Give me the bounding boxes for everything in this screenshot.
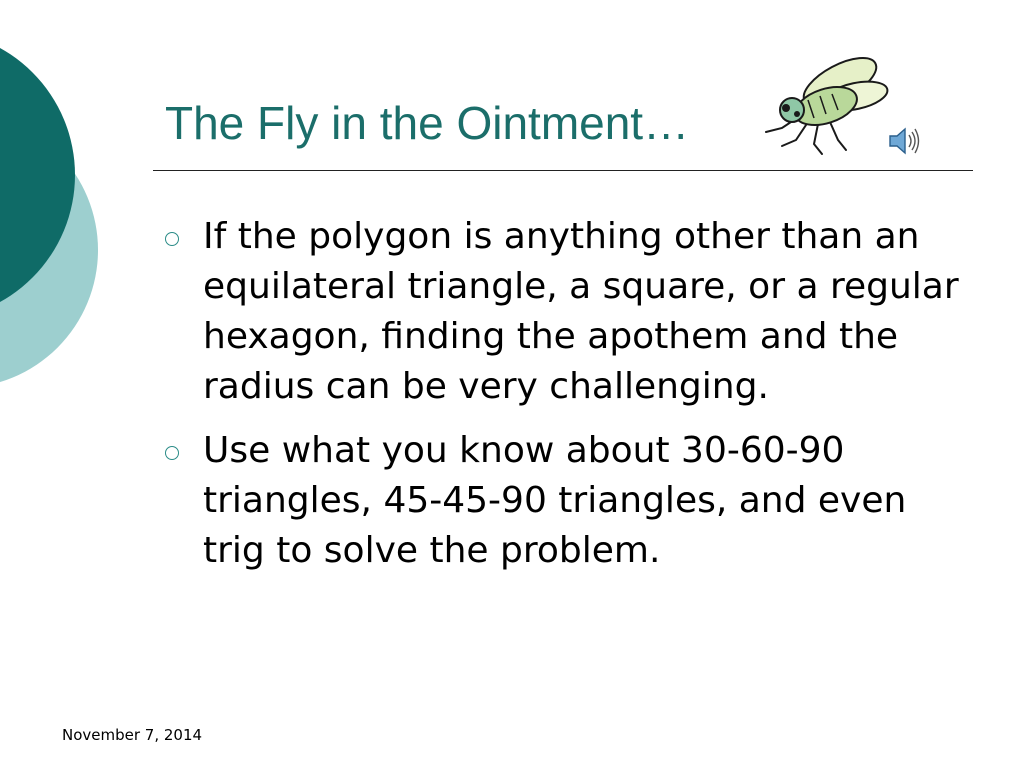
title-divider	[153, 170, 973, 171]
bullet-circle-icon	[165, 232, 179, 246]
bullet-list	[165, 212, 965, 590]
footer-date: November 7, 2014	[62, 726, 203, 744]
bullet-text: Use what you know about 30-60-90 triangles, 45-45-90 triangles, and even trig to solve the problem.	[203, 430, 907, 571]
fly-icon	[752, 48, 892, 158]
bullet-item	[165, 426, 965, 576]
decorative-circles	[0, 0, 110, 420]
bullet-item	[165, 212, 965, 412]
bullet-circle-icon	[165, 446, 179, 460]
speaker-icon[interactable]	[886, 124, 922, 158]
bullet-text: If the polygon is anything other than an equilateral triangle, a square, or a regular hexagon, finding the apothem and the radius can be very challenging.	[203, 216, 959, 407]
slide-title: The Fly in the Ointment…	[165, 97, 690, 149]
